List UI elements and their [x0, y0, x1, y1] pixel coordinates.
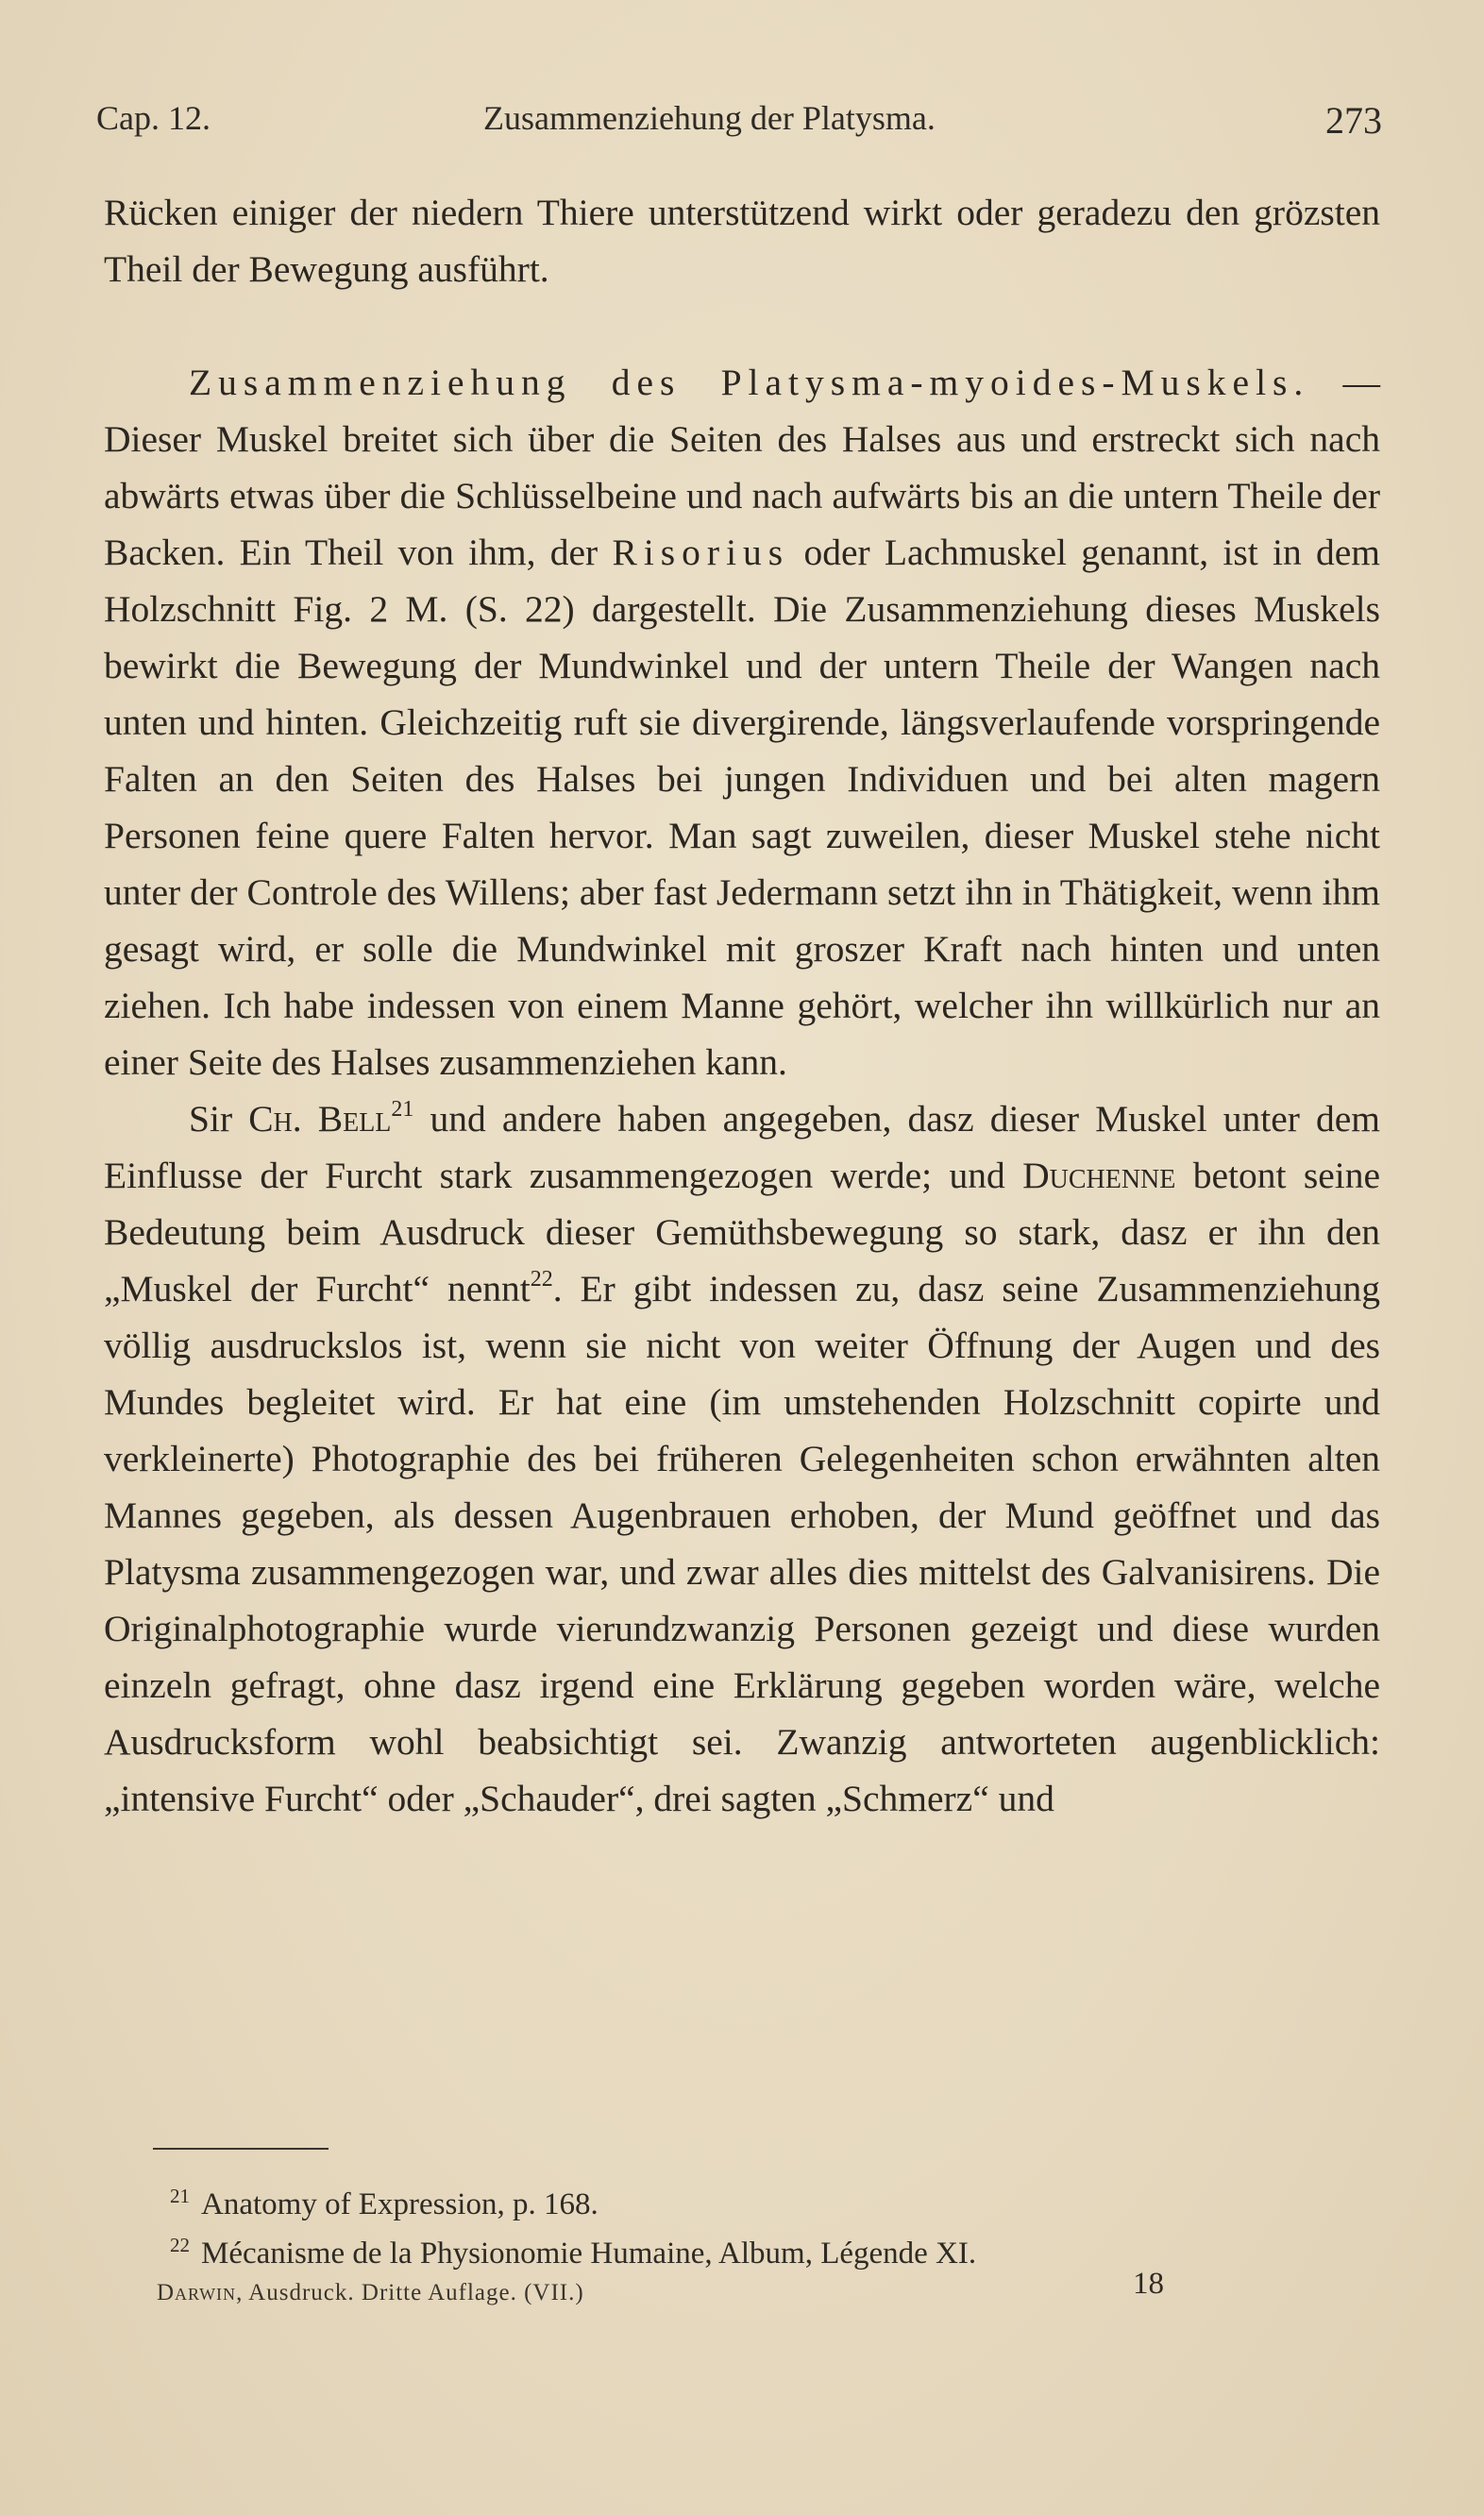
- footnote-text: Mécanisme de la Physionomie Humaine, Album, Légende XI.: [201, 2237, 977, 2271]
- paragraph-gap: [104, 297, 1380, 354]
- footnotes: [170, 2176, 1256, 2274]
- paragraph-bell-duchenne: [104, 1090, 1380, 1827]
- running-title: Zusammenziehung der Platysma.: [483, 99, 936, 137]
- footnote-number: 21: [170, 2185, 190, 2207]
- printer-signature: [157, 2280, 584, 2306]
- paragraph-text: betont seine Bedeutung beim Ausdruck dieser Gemüthsbewegung so stark, dasz er ihn den „Muskel der Furcht“ nennt: [104, 1155, 1380, 1309]
- paragraph-text: . Er gibt indessen zu, dasz seine Zusammenziehung völlig ausdruckslos ist, wenn sie nicht von weiter Öffnung der Augen und des Mundes begleitet wird. Er hat eine (im umstehenden Holzschnitt copirte und verkleinerte) Photographie des bei früheren Gelegenheiten schon erwähnten alten Mannes gegeben, als dessen Augenbrauen erhoben, der Mund geöffnet und das Platysma zusammengezogen war, und zwar alles dies mittelst des Galvanisirens. Die Originalphotographie wurde vierundzwanzig Personen gezeigt und diese wurden einzeln gefragt, ohne dasz irgend eine Erklärung gegeben worden wäre, welche Ausdrucksform wohl beabsichtigt sei. Zwanzig antworteten augenblicklich: „intensive Furcht“ oder „Schauder“, drei sagten „Schmerz“ und: [104, 1268, 1380, 1819]
- footnote-divider: [153, 2148, 329, 2150]
- page-number: 273: [1325, 99, 1382, 142]
- footnote-number: 22: [170, 2234, 190, 2256]
- term-risorius: Risorius: [612, 532, 790, 573]
- sheet-number: 18: [1133, 2267, 1164, 2301]
- footnote-text: Anatomy of Expression, p. 168.: [201, 2187, 599, 2221]
- chapter-label: Cap. 12.: [96, 99, 211, 137]
- footnote-ref-22: 22: [530, 1267, 553, 1292]
- paragraph-continuation: Rücken einiger der niedern Thiere unterstützend wirkt oder geradezu den grözsten Theil der Bewegung ausführt.: [104, 192, 1380, 290]
- author-name-bell: Ch. Bell: [248, 1098, 392, 1140]
- footnote-ref-21: 21: [391, 1097, 414, 1122]
- footnote-item: [170, 2225, 1256, 2274]
- paragraph-text: oder Lachmuskel genannt, ist in dem Holzschnitt Fig. 2 M. (S. 22) dargestellt. Die Zusammenziehung dieses Muskels bewirkt die Bewegung der Mundwinkel und der untern Theile der Wangen nach unten und hinten. Gleichzeitig ruft sie divergirende, längsverlaufende vorspringende Falten an den Seiten des Halses bei jungen Individuen und bei alten magern Personen feine quere Falten hervor. Man sagt zuweilen, dieser Muskel stehe nicht unter der Controle des Willens; aber fast Jedermann setzt ihn in Thätigkeit, wenn ihm gesagt wird, er solle die Mundwinkel mit groszer Kraft nach hinten und unten ziehen. Ich habe indessen von einem Manne gehört, welcher ihn willkürlich nur an einer Seite des Halses zusammenziehen kann.: [104, 532, 1380, 1083]
- signature-author: Darwin: [157, 2280, 237, 2305]
- body-text: [104, 184, 1380, 1827]
- paragraph-text: — Dieser Muskel breitet sich über die Seiten des Halses aus und erstreckt sich nach abwärts etwas über die Schlüsselbeine und nach aufwärts bis an die untern Theile der Backen. Ein Theil von ihm, der: [104, 362, 1380, 573]
- paragraph-platysma: [104, 354, 1380, 1090]
- author-name-duchenne: Duchenne: [1022, 1155, 1176, 1196]
- footnote-item: [170, 2176, 1256, 2225]
- running-header: [96, 98, 1382, 147]
- paragraph-text: Sir: [189, 1098, 249, 1140]
- section-heading: Zusammenziehung des Platysma-myoides-Muskels.: [189, 362, 1310, 403]
- signature-details: , Ausdruck. Dritte Auflage. (VII.): [236, 2280, 584, 2305]
- paragraph-text: und andere haben angegeben, dasz dieser Muskel unter dem Einflusse der Furcht stark zusammengezogen werde; und: [104, 1098, 1380, 1196]
